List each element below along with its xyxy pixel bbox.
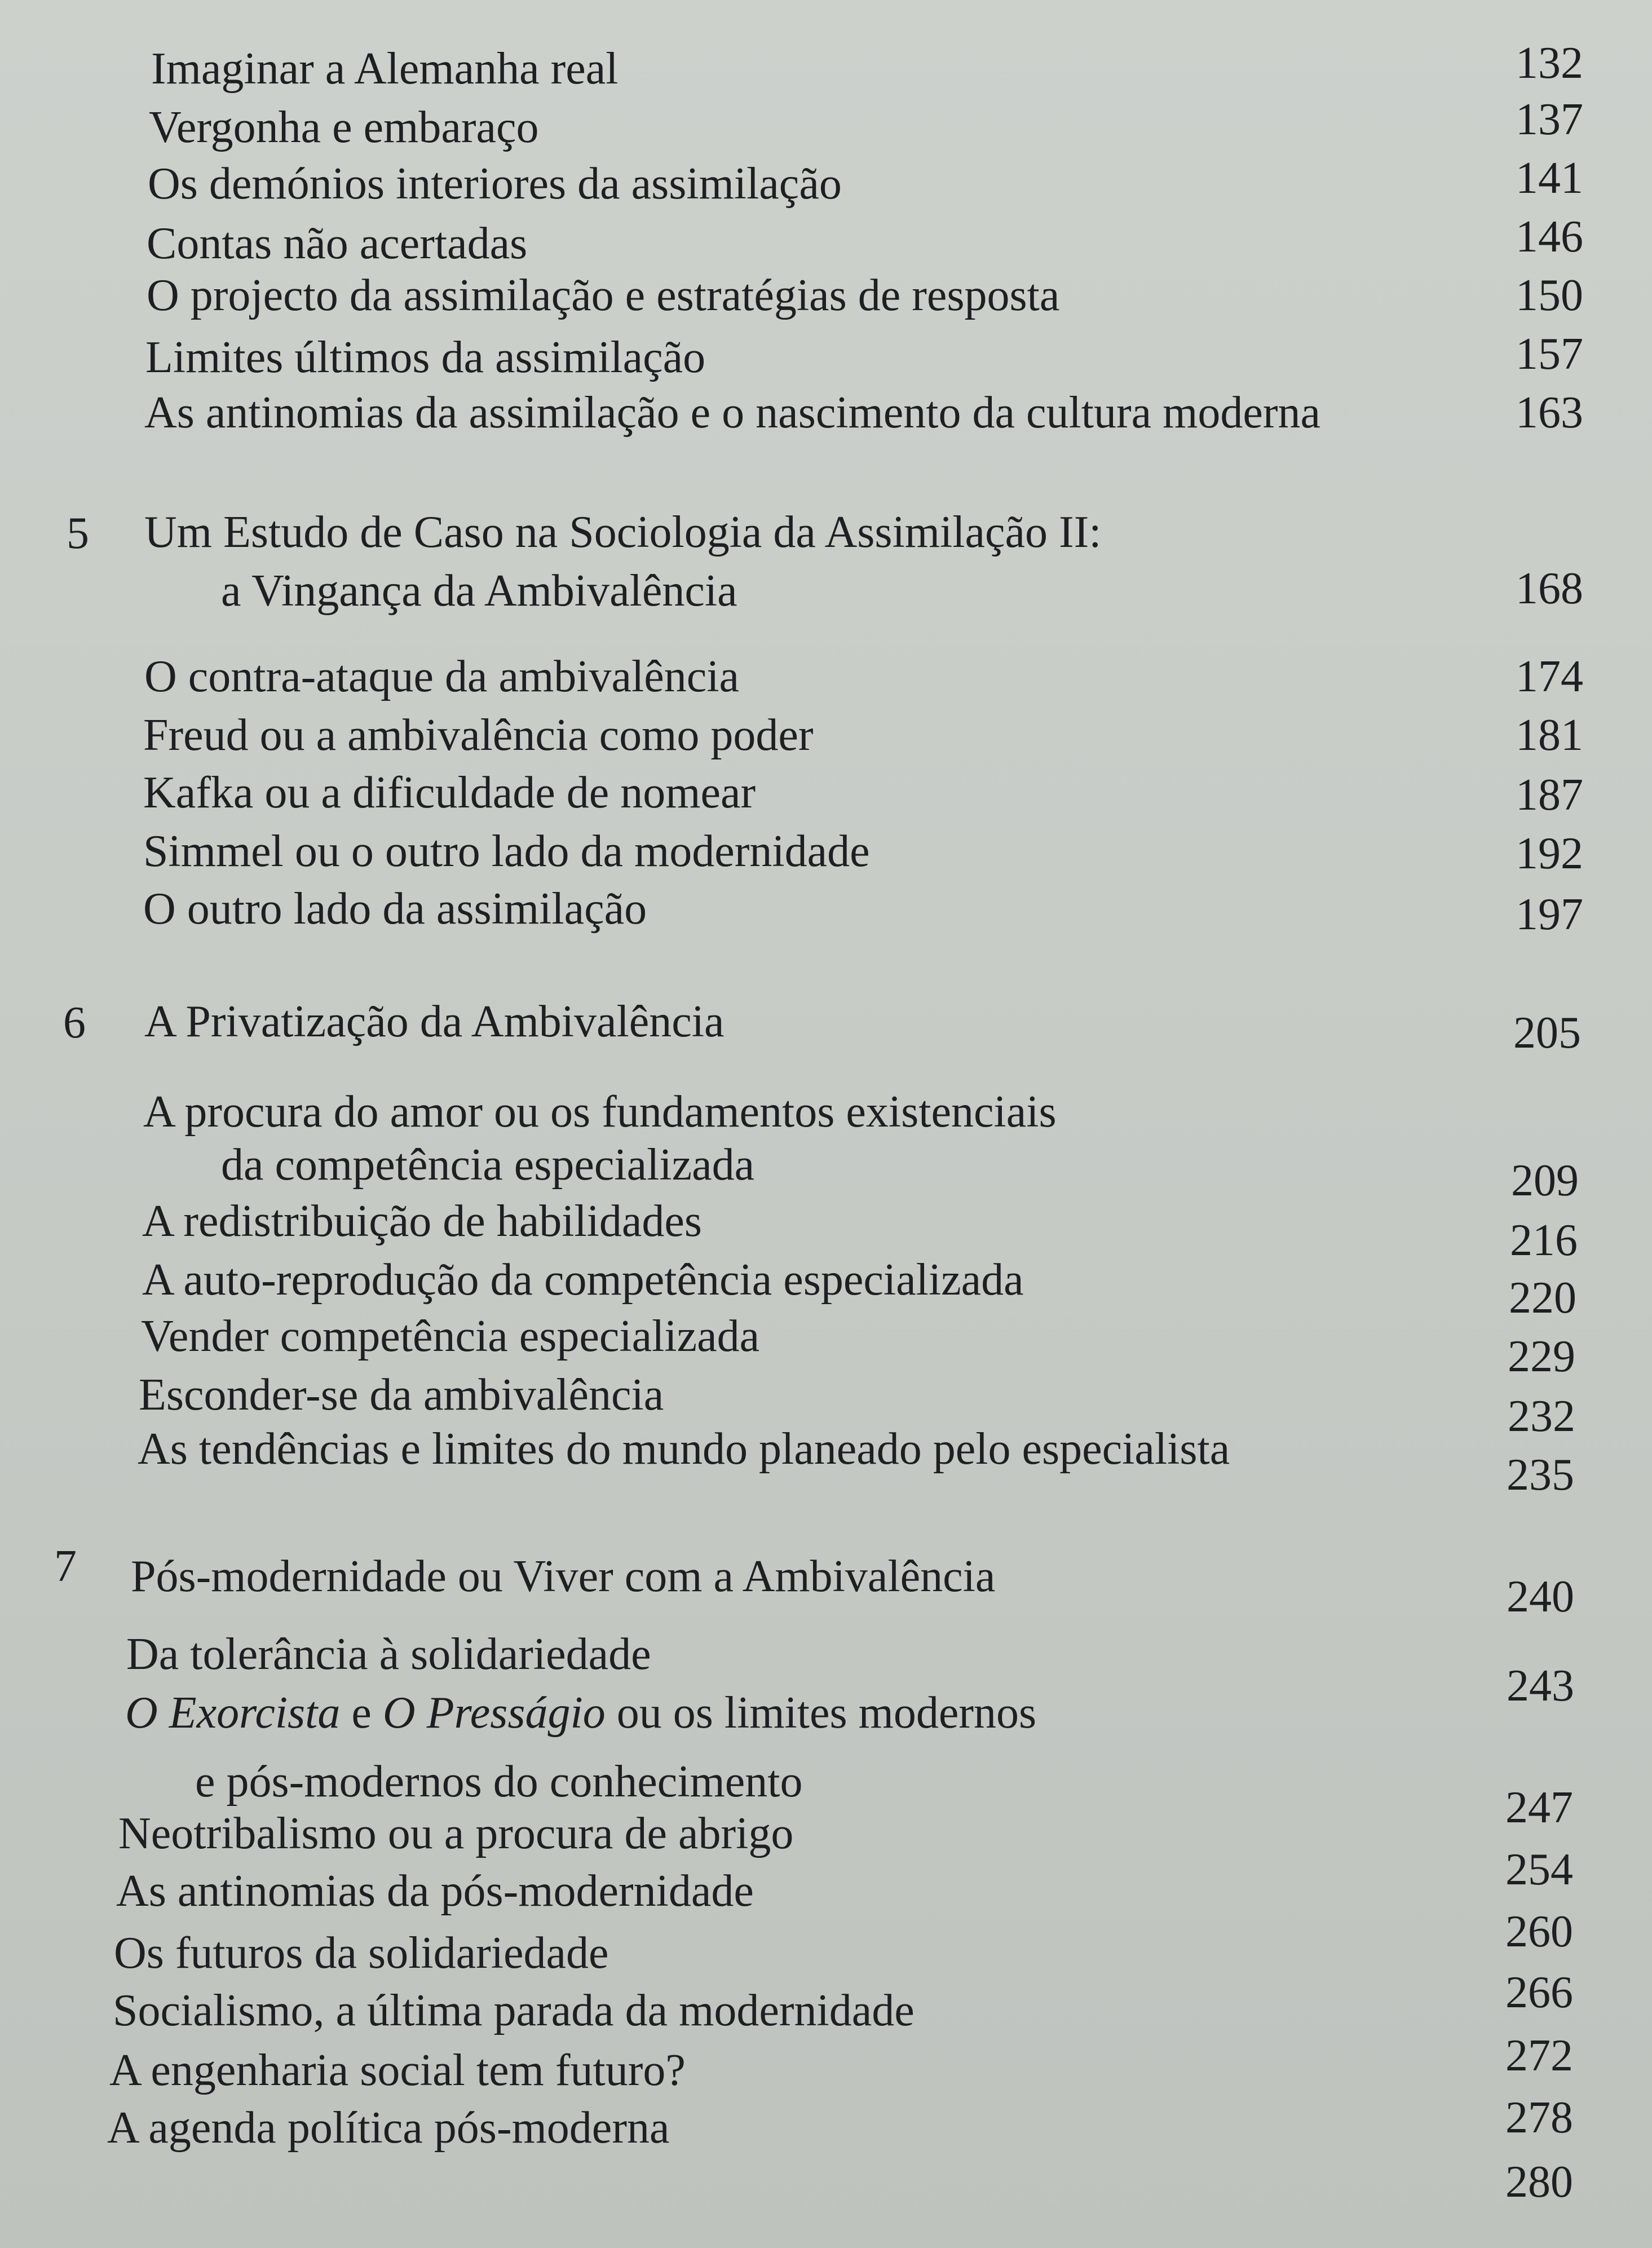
toc-entry-title: Esconder-se da ambivalência — [139, 1370, 664, 1420]
toc-entry-page: 192 — [1516, 829, 1583, 878]
toc-entry-page: 266 — [1505, 1968, 1573, 2017]
toc-entry-page: 278 — [1505, 2093, 1573, 2143]
toc-entry-title: Os demónios interiores da assimilação — [148, 159, 842, 209]
chapter-title: A Privatização da Ambivalência — [144, 997, 725, 1046]
toc-entry-page: 254 — [1505, 1845, 1573, 1894]
toc-entry-title: A engenharia social tem futuro? — [109, 2046, 686, 2095]
toc-entry-title: Vender competência especializada — [141, 1311, 760, 1361]
toc-entry-title: Simmel ou o outro lado da modernidade — [143, 827, 870, 876]
chapter-number: 6 — [63, 998, 86, 1048]
book-title-pressagio: O Presságio — [382, 1688, 606, 1738]
chapter-title-line1: Um Estudo de Caso na Sociologia da Assimilação II: — [144, 507, 1102, 557]
toc-entry-page: 280 — [1505, 2157, 1573, 2207]
toc-entry-title: As antinomias da assimilação e o nascimento da cultura moderna — [144, 388, 1321, 438]
toc-entry-page: 157 — [1516, 329, 1583, 379]
book-title-exorcista: O Exorcista — [125, 1688, 341, 1738]
chapter-number: 7 — [54, 1542, 77, 1591]
toc-entry-title: Contas não acertadas — [147, 219, 528, 268]
toc-entry-title: Limites últimos da assimilação — [145, 333, 706, 382]
toc-entry-title: O outro lado da assimilação — [143, 884, 647, 934]
toc-entry-exorcista — [125, 1688, 1037, 1738]
toc-entry-title: Freud ou a ambivalência como poder — [143, 710, 814, 760]
chapter-number: 5 — [67, 509, 89, 558]
toc-entry-title: A redistribuição de habilidades — [142, 1196, 703, 1246]
toc-entry-page: 209 — [1511, 1156, 1579, 1205]
toc-entry-title-line1: A procura do amor ou os fundamentos existenciais — [143, 1087, 1057, 1137]
toc-entry-title: O projecto da assimilação e estratégias de resposta — [147, 271, 1060, 320]
toc-entry-title: A auto-reprodução da competência especializada — [142, 1255, 1024, 1305]
chapter-page: 240 — [1507, 1572, 1574, 1622]
toc-entry-title: Imaginar a Alemanha real — [151, 44, 619, 94]
toc-entry-page: 229 — [1508, 1332, 1575, 1381]
toc-entry-page: 272 — [1505, 2031, 1573, 2081]
toc-entry-page: 174 — [1516, 652, 1583, 701]
toc-entry-title: Neotribalismo ou a procura de abrigo — [118, 1809, 794, 1858]
entry-rest: ou os limites modernos — [605, 1688, 1037, 1738]
toc-entry-page: 141 — [1516, 153, 1583, 203]
toc-entry-title: Da tolerância à solidariedade — [126, 1629, 651, 1679]
toc-entry-title: A agenda política pós-moderna — [107, 2103, 670, 2153]
toc-entry-page: 220 — [1509, 1273, 1576, 1323]
toc-entry-page: 163 — [1516, 388, 1583, 438]
toc-entry-page: 187 — [1516, 770, 1583, 820]
toc-entry-page: 197 — [1516, 890, 1583, 939]
toc-entry-title: As tendências e limites do mundo planeado pelo especialista — [138, 1424, 1230, 1474]
toc-entry-page: 150 — [1516, 271, 1583, 320]
toc-entry-page: 232 — [1508, 1392, 1575, 1441]
toc-entry-title: As antinomias da pós-modernidade — [116, 1866, 754, 1916]
chapter-page: 168 — [1516, 564, 1583, 613]
toc-entry-page: 216 — [1510, 1216, 1578, 1265]
toc-entry-title: Vergonha e embaraço — [149, 103, 539, 152]
toc-entry-title-line2: da competência especializada — [221, 1140, 755, 1190]
toc-entry-page: 235 — [1507, 1450, 1574, 1500]
toc-entry-title-line2: e pós-modernos do conhecimento — [195, 1757, 803, 1807]
toc-entry-title: Os futuros da solidariedade — [114, 1928, 609, 1978]
toc-entry-page: 247 — [1505, 1783, 1573, 1832]
chapter-page: 205 — [1513, 1008, 1581, 1058]
toc-entry-page: 132 — [1516, 38, 1583, 88]
chapter-title: Pós-modernidade ou Viver com a Ambivalência — [131, 1552, 996, 1601]
toc-entry-page: 260 — [1505, 1907, 1573, 1956]
conjunction: e — [340, 1688, 383, 1738]
toc-entry-title: Socialismo, a última parada da modernidade — [113, 1986, 915, 2035]
toc-entry-page: 181 — [1516, 710, 1583, 760]
toc-entry-page: 137 — [1516, 95, 1583, 144]
toc-entry-title: Kafka ou a dificuldade de nomear — [143, 768, 756, 818]
toc-entry-page: 243 — [1507, 1661, 1574, 1711]
chapter-title-line2: a Vingança da Ambivalência — [221, 566, 737, 616]
toc-entry-title: O contra-ataque da ambivalência — [144, 652, 739, 701]
toc-entry-page: 146 — [1516, 212, 1583, 262]
